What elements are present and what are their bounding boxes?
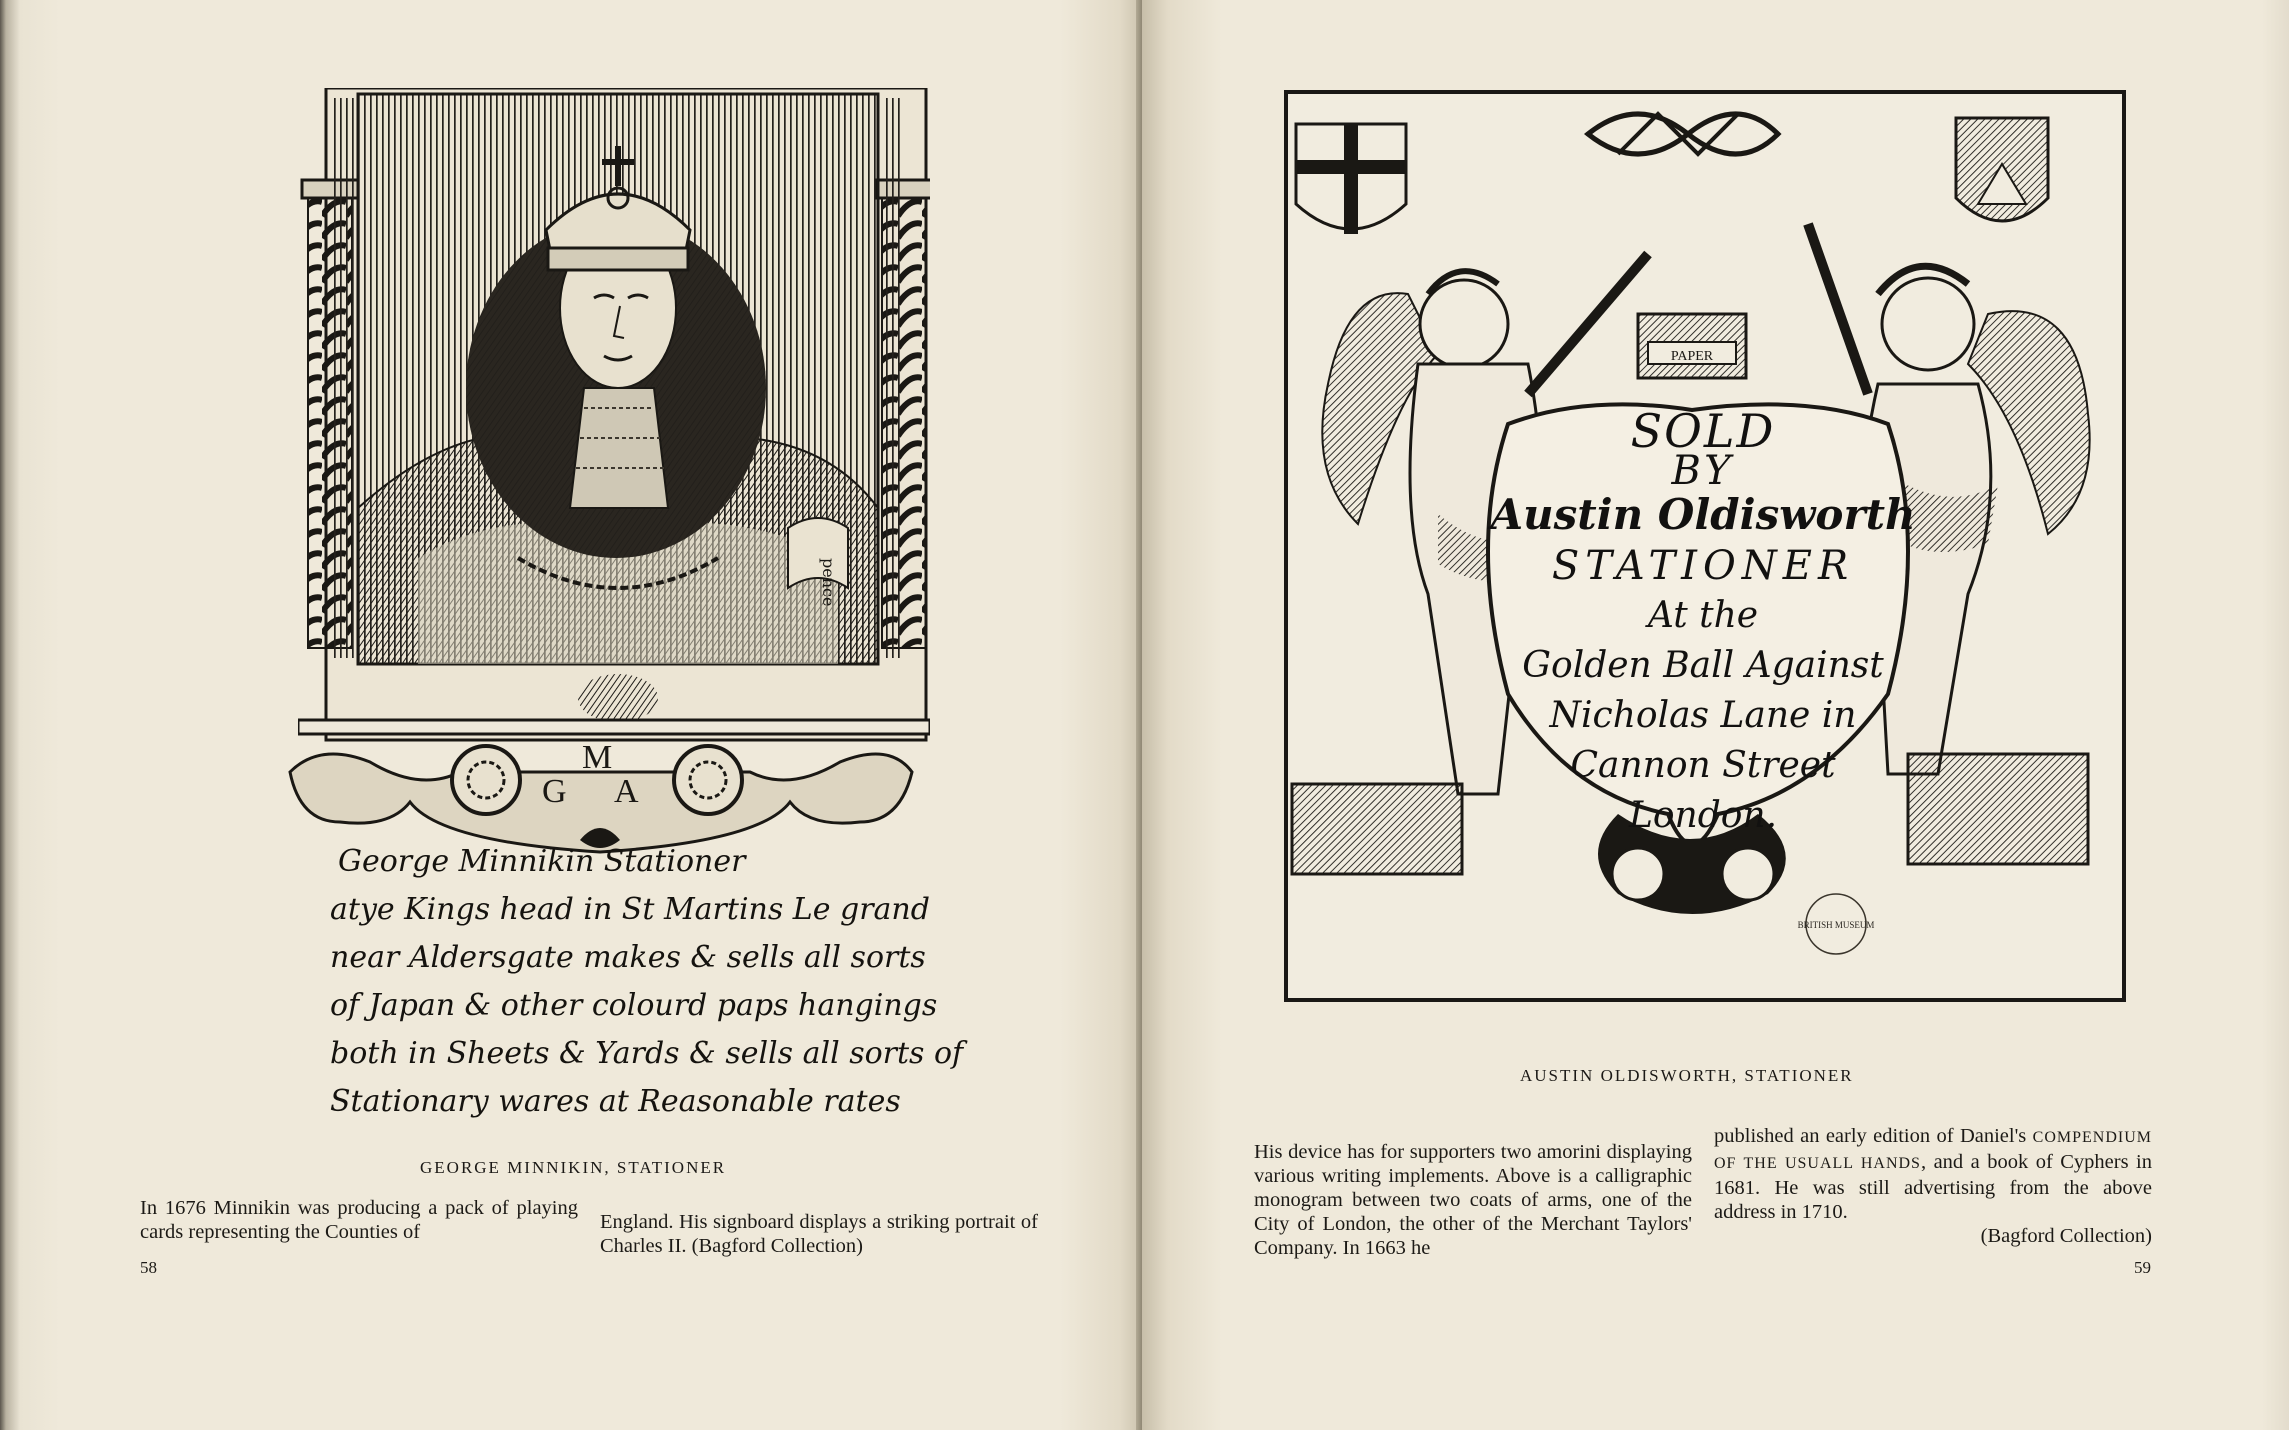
monogram-letter-a: A [614, 773, 639, 810]
cartouche-at: At the [1647, 595, 1759, 636]
engraved-line-1: George Minnikin Stationer [338, 844, 746, 879]
engraved-line-6: Stationary wares at Reasonable rates [330, 1084, 901, 1119]
left-body-column-2: England. His signboard displays a striking portrait of Charles II. (Bagford Collection) [600, 1211, 1038, 1257]
right-body-column-2 [1714, 1124, 2152, 1248]
paper-box-label: PAPER [1670, 349, 1714, 364]
engraved-trade-text [330, 838, 964, 1126]
right-figure-caption: AUSTIN OLDISWORTH, STATIONER [1520, 1066, 1854, 1085]
portrait-engraving [298, 88, 930, 748]
engraved-line-3: near Aldersgate makes & sells all sorts [330, 940, 926, 975]
right-body-column-2-pre: published an early edition of Daniel's [1714, 1125, 2027, 1147]
right-body-column-2-post: , and a book of Cyphers in 1681. He was still advertising from the above address in 1710. [1714, 1151, 2153, 1223]
cartouche-line-4: London. [1628, 795, 1778, 836]
cartouche-sold: SOLD [1630, 404, 1776, 458]
charles-ii-portrait-illustration [298, 88, 930, 748]
left-page [0, 0, 1142, 1430]
monogram-letter-m: M [582, 739, 613, 776]
engraved-line-2: atye Kings head in St Martins Le grand [330, 892, 930, 927]
engraved-line-5: both in Sheets & Yards & sells all sorts of [330, 1036, 964, 1071]
compendium-title: COMPENDIUM OF THE USUALL HANDS [1714, 1129, 2152, 1172]
cartouche-line-2: Nicholas Lane in [1549, 695, 1857, 736]
cartouche-line-1: Golden Ball Against [1522, 645, 1884, 686]
cartouche-by: BY [1671, 448, 1735, 494]
trade-card-plate [1284, 90, 2126, 1002]
engraved-line-4: of Japan & other colourd paps hangings [330, 988, 938, 1023]
museum-stamp: BRITISH MUSEUM [1797, 920, 1875, 930]
right-source-credit: (Bagford Collection) [1980, 1225, 2152, 1247]
right-body-column-1: His device has for supporters two amorini displaying various writing implements. Above is a calligraphic monogram between two coats of arms, one of the City of London, the other of the Merchant Taylors' Company. In 1663 he [1254, 1141, 1692, 1259]
page-number-right: 59 [2134, 1258, 2151, 1277]
left-body-column-1: In 1676 Minnikin was producing a pack of playing cards representing the Counties of [140, 1197, 578, 1243]
page-number-left: 58 [140, 1258, 157, 1277]
scroll-text: pence [819, 558, 838, 607]
left-figure-caption: GEORGE MINNIKIN, STATIONER [420, 1158, 727, 1177]
cartouche-inscription [1488, 404, 1918, 841]
cartouche-name: Austin Oldisworth [1490, 490, 1916, 539]
cartouche-line-3: Cannon Street [1570, 745, 1836, 786]
monogram-letter-g: G [542, 773, 567, 810]
cartouche-trade: STATIONER [1551, 543, 1855, 589]
